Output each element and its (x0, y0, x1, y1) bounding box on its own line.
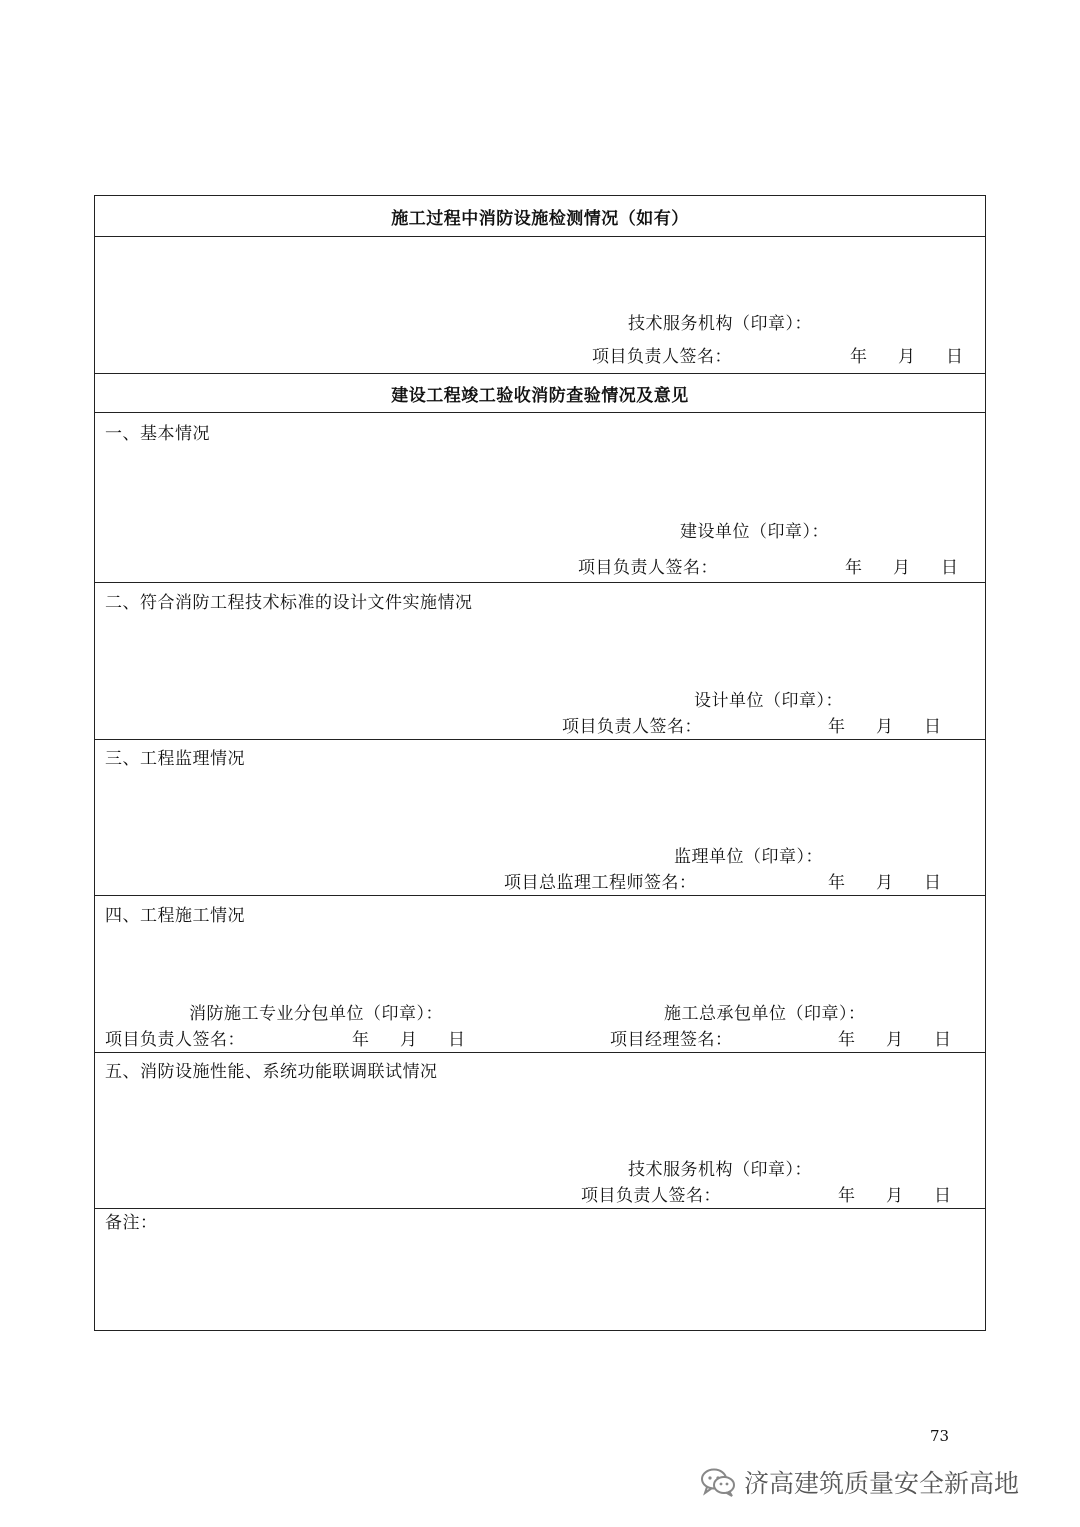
day-label: 日 (934, 1030, 952, 1050)
supervision-title: 三、工程监理情况 (105, 749, 245, 769)
day-label: 日 (924, 717, 942, 737)
day-label: 日 (448, 1030, 466, 1050)
year-label: 年 (838, 1186, 856, 1206)
chief-engineer-signature-label: 项目总监理工程师签名： (504, 873, 697, 893)
subcontractor-org-label: 消防施工专业分包单位（印章）： (189, 1004, 443, 1024)
year-label: 年 (838, 1030, 856, 1050)
divider (95, 1208, 985, 1209)
supervision-unit-label: 监理单位（印章）： (674, 847, 823, 867)
month-label: 月 (898, 347, 916, 367)
divider (95, 373, 985, 374)
signature-label: 项目负责人签名： (578, 558, 718, 578)
month-label: 月 (400, 1030, 418, 1050)
year-label: 年 (352, 1030, 370, 1050)
year-label: 年 (850, 347, 868, 367)
month-label: 月 (893, 558, 911, 578)
day-label: 日 (924, 873, 942, 893)
section-header-acceptance: 建设工程竣工验收消防查验情况及意见 (391, 386, 689, 406)
construction-title: 四、工程施工情况 (105, 906, 245, 926)
month-label: 月 (886, 1030, 904, 1050)
signature-label: 项目负责人签名： (581, 1186, 721, 1206)
project-manager-signature-label: 项目经理签名： (610, 1030, 733, 1050)
divider (95, 236, 985, 237)
divider (95, 412, 985, 413)
section-header-testing: 施工过程中消防设施检测情况（如有） (391, 209, 689, 229)
watermark (700, 1462, 1019, 1502)
design-implementation-title: 二、符合消防工程技术标准的设计文件实施情况 (105, 593, 473, 613)
year-label: 年 (828, 717, 846, 737)
year-label: 年 (828, 873, 846, 893)
wechat-icon (700, 1467, 736, 1497)
divider (95, 895, 985, 896)
day-label: 日 (934, 1186, 952, 1206)
system-testing-title: 五、消防设施性能、系统功能联调联试情况 (105, 1062, 438, 1082)
inspection-form-table (94, 195, 986, 1331)
remarks-label: 备注： (105, 1213, 158, 1233)
page-number: 73 (930, 1427, 950, 1445)
watermark-text: 济高建筑质量安全新高地 (744, 1469, 1020, 1498)
year-label: 年 (845, 558, 863, 578)
basic-info-title: 一、基本情况 (105, 424, 210, 444)
month-label: 月 (886, 1186, 904, 1206)
design-unit-label: 设计单位（印章）： (694, 691, 843, 711)
construction-unit-label: 建设单位（印章）： (680, 522, 829, 542)
general-contractor-org-label: 施工总承包单位（印章）： (664, 1004, 866, 1024)
day-label: 日 (941, 558, 959, 578)
month-label: 月 (876, 873, 894, 893)
divider (95, 1052, 985, 1053)
divider (95, 582, 985, 583)
signature-label: 项目负责人签名： (592, 347, 732, 367)
tech-service-org-label: 技术服务机构（印章）： (628, 314, 812, 334)
day-label: 日 (946, 347, 964, 367)
divider (95, 739, 985, 740)
month-label: 月 (876, 717, 894, 737)
tech-service-org-label: 技术服务机构（印章）： (628, 1160, 812, 1180)
signature-label: 项目负责人签名： (562, 717, 702, 737)
subcontractor-signature-label: 项目负责人签名： (105, 1030, 245, 1050)
